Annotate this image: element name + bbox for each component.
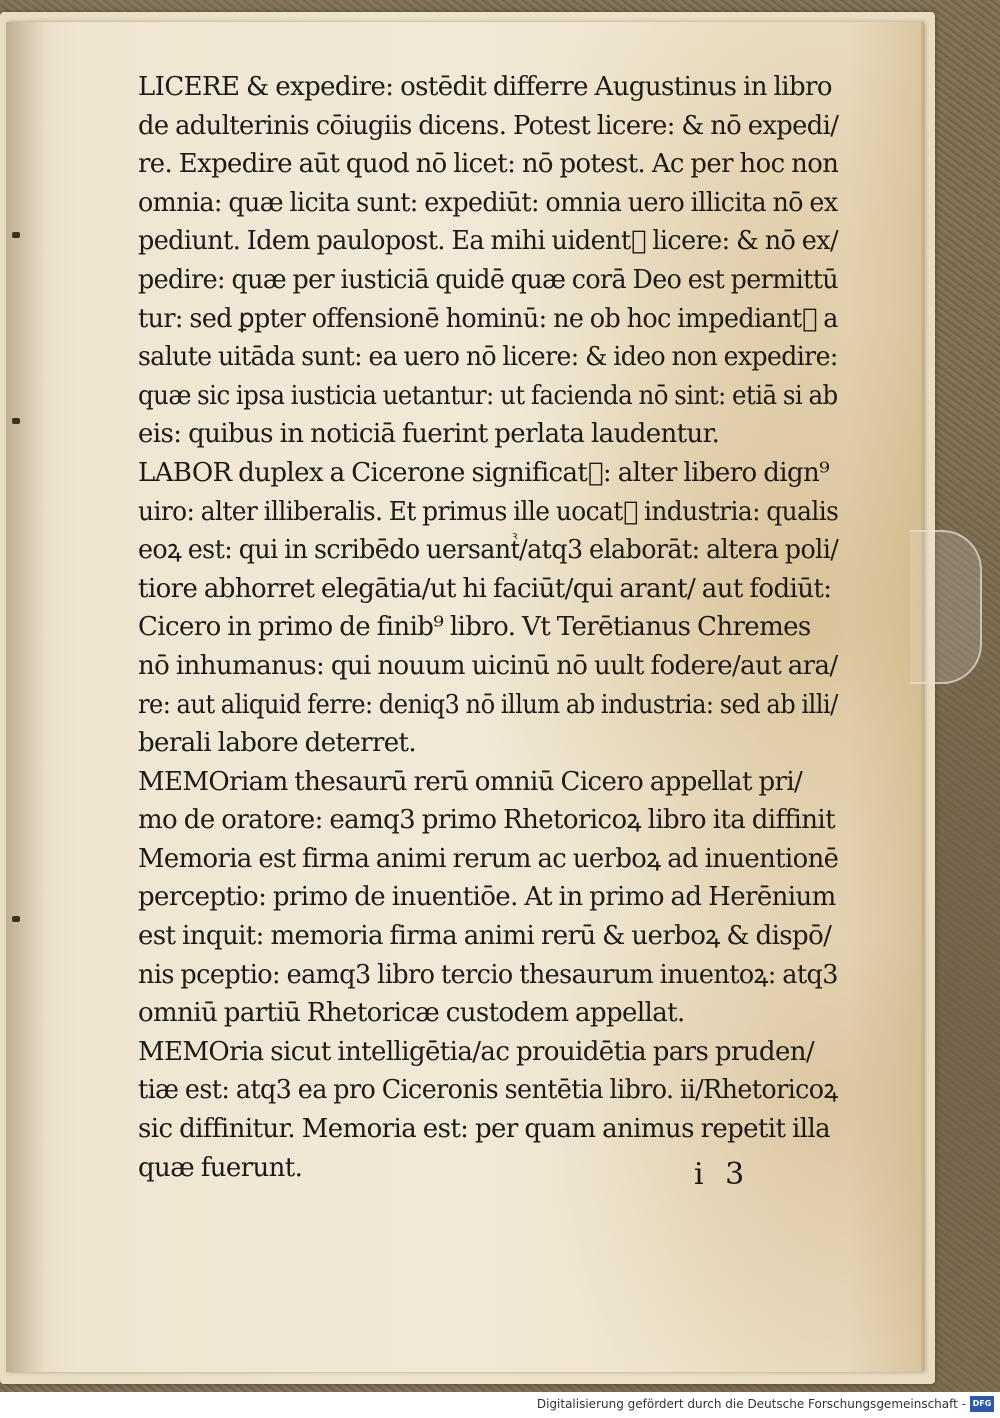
text-line: eis: quibus in noticiā fuerint perlata laudentur. xyxy=(138,419,720,450)
text-line: nis pceptio: eamq3 libro tercio thesaurum inuentoꝝ: atq3 xyxy=(138,959,838,990)
text-line: sic diffinitur. Memoria est: per quam animus repetit illa xyxy=(138,1114,831,1145)
text-line: perceptio: primo de inuentiōe. At in primo ad Herēnium xyxy=(138,882,836,913)
text-line: omnia: quæ licita sunt: expediūt: omnia uero illicita nō ex xyxy=(138,187,838,218)
gutter-shadow xyxy=(6,22,46,1372)
footer-credit: Digitalisierung gefördert durch die Deutsche Forschungsgemeinschaft - xyxy=(536,1397,966,1411)
page-signature: i 3 xyxy=(694,1157,751,1192)
text-line: LABOR duplex a Cicerone significatᷣ: alter libero dign⁹ xyxy=(138,457,830,488)
text-line: nō inhumanus: qui nouum uicinū nō uult fodere/aut ara/ xyxy=(138,650,838,681)
text-line: MEMOriam thesaurū rerū omniū Cicero appellat pri/ xyxy=(138,766,803,797)
text-line: omniū partiū Rhetoricæ custodem appellat. xyxy=(138,998,685,1029)
margin-mark xyxy=(12,232,20,238)
text-line: pedire: quæ per iusticiā quidē quæ corā Deo est permittū xyxy=(138,264,839,295)
text-line: re: aut aliquid ferre: deniq3 nō illum ab industria: sed ab illi/ xyxy=(138,689,838,720)
text-line: berali labore deterret. xyxy=(138,728,417,759)
margin-mark xyxy=(12,916,20,922)
text-line: LICERE & expedire: ostēdit differre Augustinus in libro xyxy=(138,72,832,102)
page-text-block xyxy=(138,68,838,1187)
text-line: re. Expedire aūt quod nō licet: nō potest. Ac per hoc non xyxy=(138,149,839,180)
text-line: tiore abhorret elegātia/ut hi faciūt/qui arant/ aut fodiūt: xyxy=(138,573,832,604)
text-line: quæ fuerunt. xyxy=(138,1152,303,1183)
text-line: pediunt. Idem paulopost. Ea mihi uidentᷣ licere: & nō ex/ xyxy=(138,226,839,257)
footer-bar xyxy=(0,1392,1000,1418)
text-line: tiæ est: atq3 ea pro Ciceronis sentētia libro. ii/Rhetoricoꝝ xyxy=(138,1075,838,1106)
text-line: de adulterinis cōiugiis dicens. Potest licere: & nō expedi/ xyxy=(138,110,839,141)
text-line: Memoria est firma animi rerum ac uerboꝝ ad inuentionē xyxy=(138,843,839,874)
text-line: MEMOria sicut intelligētia/ac prouidētia pars pruden/ xyxy=(138,1036,815,1067)
text-line: est inquit: memoria firma animi rerū & uerboꝝ & dispō/ xyxy=(138,921,832,952)
text-line: uiro: alter illiberalis. Et primus ille uocatᷣ industria: qualis xyxy=(138,496,839,527)
text-line: quæ sic ipsa iusticia uetantur: ut facienda nō sint: etiā si ab xyxy=(138,380,838,411)
text-line: mo de oratore: eamq3 primo Rhetoricoꝝ libro ita diffinit xyxy=(138,805,835,836)
margin-mark xyxy=(12,418,20,424)
text-line: salute uitāda sunt: ea uero nō licere: & ideo non expedire: xyxy=(138,342,838,373)
dfg-logo: DFG xyxy=(970,1396,994,1412)
text-line: Cicero in primo de finib⁹ libro. Vt Terētianus Chremes xyxy=(138,612,811,643)
text-line: eoꝝ est: qui in scribēdo uersantᷣ/atq3 elaborāt: altera poli/ xyxy=(138,535,839,566)
page-clip xyxy=(910,530,982,684)
book-page xyxy=(6,22,923,1372)
text-line: tur: sed ꝑpter offensionē hominū: ne ob hoc impediantᷣ a xyxy=(138,303,838,334)
